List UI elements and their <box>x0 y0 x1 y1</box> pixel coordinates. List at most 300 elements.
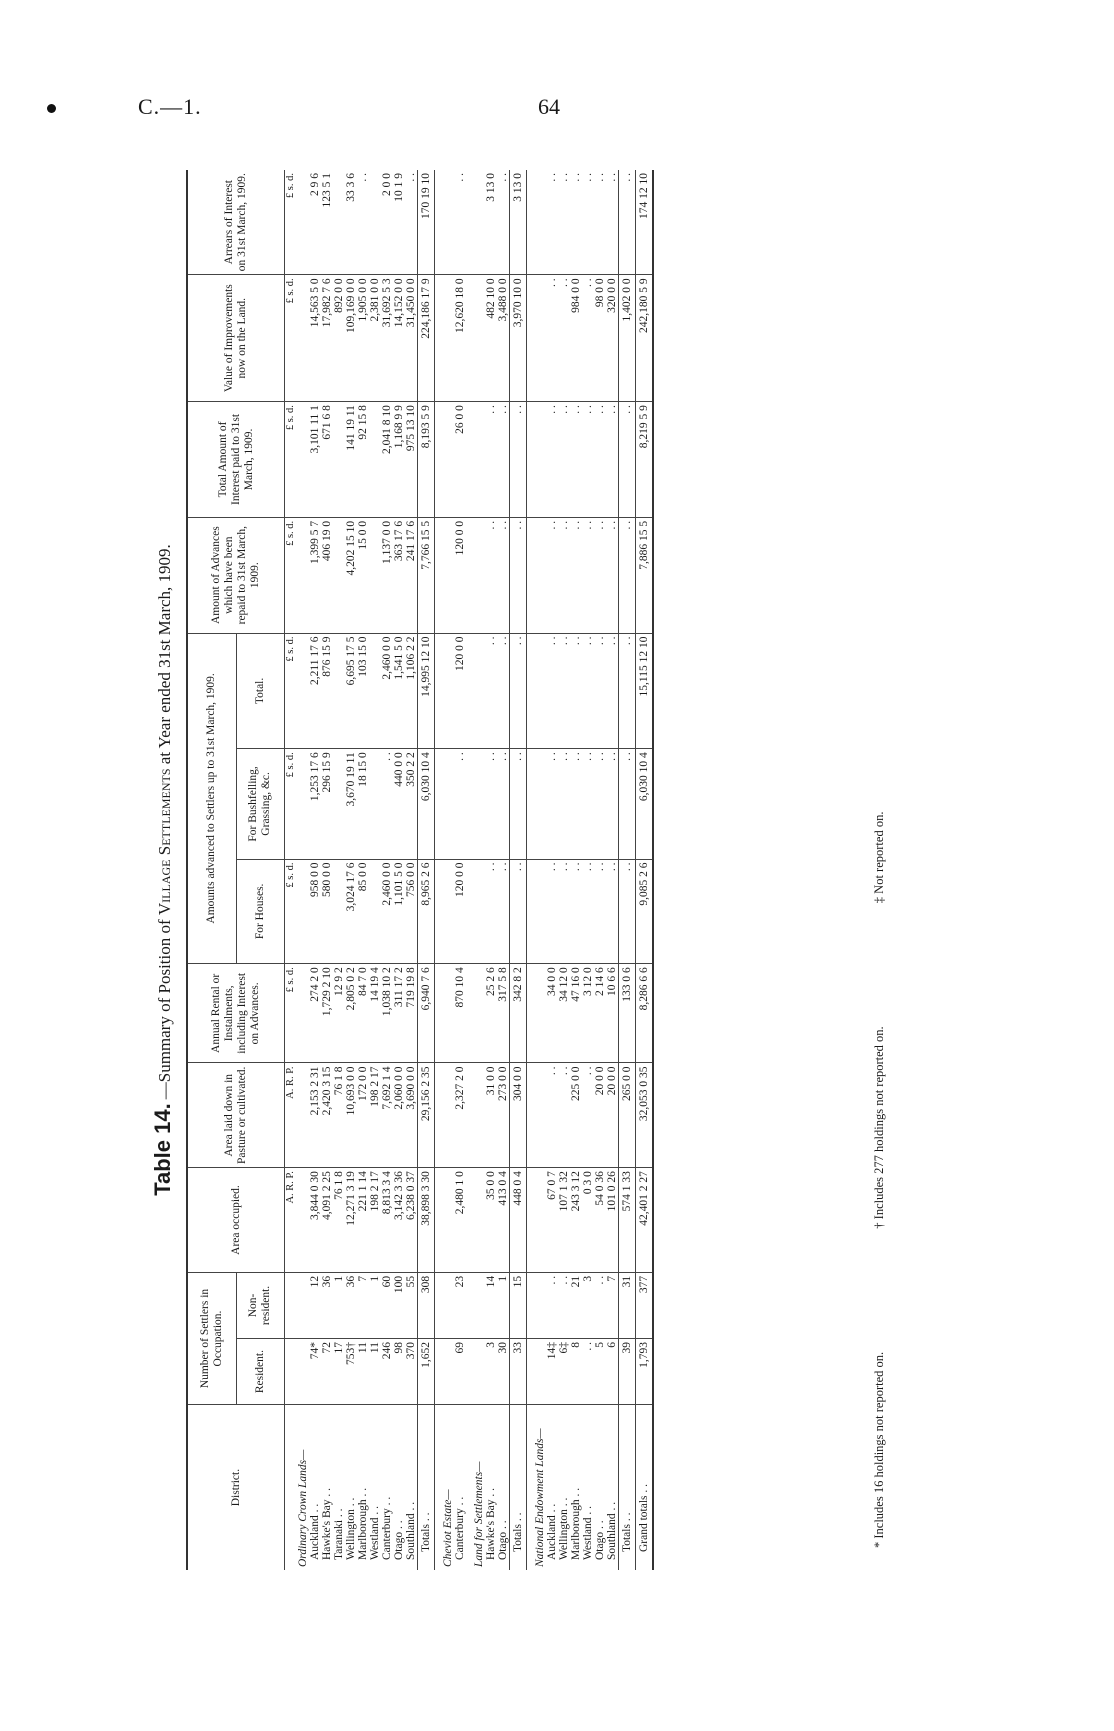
table-cell: 100 <box>393 1272 405 1338</box>
table-cell: . . <box>510 749 527 859</box>
table-cell: 15 <box>510 1272 527 1338</box>
col-settlers-group: Number of Settlers in Occupation. <box>187 1272 236 1404</box>
table-cell <box>473 1063 485 1168</box>
table-cell <box>473 749 485 859</box>
table-cell: 14‡ <box>546 1339 558 1405</box>
table-cell: . . <box>570 859 582 964</box>
district-cell <box>466 1405 473 1570</box>
table-cell: . . <box>619 517 636 633</box>
col-for-houses: For Houses. <box>236 859 284 964</box>
table-cell <box>442 964 454 1063</box>
table-cell: £ s. d. <box>285 964 298 1063</box>
table-cell <box>435 402 443 518</box>
table-cell: . . <box>594 170 606 275</box>
table-cell: . . <box>570 517 582 633</box>
table-cell: 2,460 0 0 <box>381 633 393 749</box>
table-cell: 3,690 0 0 <box>405 1063 418 1168</box>
table-cell: 103 15 0 <box>357 633 369 749</box>
table-cell: 14,995 12 10 <box>418 633 435 749</box>
table-cell <box>534 1063 546 1168</box>
table-cell: 6 <box>606 1339 619 1405</box>
table-cell: 17 <box>333 1339 345 1405</box>
table-cell: . . <box>606 749 619 859</box>
table-row <box>546 170 558 1570</box>
district-cell: Hawke's Bay . . <box>321 1487 333 1560</box>
table-cell <box>466 402 473 518</box>
district-cell: Canterbury . . <box>454 1496 466 1560</box>
table-cell <box>473 275 485 402</box>
table-cell: . . <box>558 1063 570 1168</box>
table-cell: 85 0 0 <box>357 859 369 964</box>
table-cell: 2,060 0 0 <box>393 1063 405 1168</box>
table-cell: . . <box>594 859 606 964</box>
table-cell: 580 0 0 <box>321 859 333 964</box>
table-cell: 36 <box>345 1272 357 1338</box>
table-cell <box>527 1272 535 1338</box>
table-cell: 15 0 0 <box>357 517 369 633</box>
table-cell: . . <box>558 749 570 859</box>
table-cell: 76 1 8 <box>333 1063 345 1168</box>
district-cell: Auckland . . <box>309 1503 321 1560</box>
table-cell <box>534 517 546 633</box>
table-cell: . . <box>606 517 619 633</box>
table-cell <box>442 517 454 633</box>
margin-bullet <box>47 104 56 113</box>
table-row <box>454 170 466 1570</box>
table-cell: 4,091 2 25 <box>321 1168 333 1273</box>
table-cell: . . <box>510 859 527 964</box>
table-cell <box>442 170 454 275</box>
table-cell: 1,253 17 6 <box>309 749 321 859</box>
table-row <box>357 170 369 1570</box>
table-body <box>285 170 654 1570</box>
table-cell: 14 <box>485 1272 497 1338</box>
table-cell: 265 0 0 <box>619 1063 636 1168</box>
table-cell: 3,101 11 1 <box>309 402 321 518</box>
table-cell <box>435 275 443 402</box>
table-cell: 273 0 0 <box>497 1063 510 1168</box>
table-cell <box>534 633 546 749</box>
table-cell <box>527 1063 535 1168</box>
table-row <box>333 170 345 1570</box>
table-cell <box>466 517 473 633</box>
table-cell: 2,041 8 10 <box>381 402 393 518</box>
table-cell: . . <box>582 859 594 964</box>
table-cell <box>466 964 473 1063</box>
table-cell: 32,053 0 35 <box>636 1063 654 1168</box>
table-row <box>497 170 510 1570</box>
table-cell: . . <box>510 402 527 518</box>
table-cell: 9,085 2 6 <box>636 859 654 964</box>
table-cell: 984 0 0 <box>570 275 582 402</box>
table-cell: 25 2 6 <box>485 964 497 1063</box>
table-cell <box>534 1168 546 1273</box>
table-cell: . . <box>485 517 497 633</box>
table-cell: . . <box>510 633 527 749</box>
table-cell: 10,693 0 0 <box>345 1063 357 1168</box>
spacer-row <box>466 170 473 1570</box>
district-cell: Ordinary Crown Lands— <box>297 1449 309 1567</box>
table-cell <box>435 633 443 749</box>
col-area-pasture: Area laid down in Pasture or cultivated. <box>187 1063 285 1168</box>
table-row <box>369 170 381 1570</box>
district-cell: Land for Settlements— <box>473 1461 485 1567</box>
table-cell: 23 <box>454 1272 466 1338</box>
table-cell <box>435 1339 443 1405</box>
table-cell <box>442 1339 454 1405</box>
table-cell: 892 0 0 <box>333 275 345 402</box>
table-cell: 6,030 10 4 <box>636 749 654 859</box>
table-cell: . . <box>546 517 558 633</box>
table-cell: 12 <box>309 1272 321 1338</box>
table-cell: . . <box>606 170 619 275</box>
table-cell: 1,106 2 2 <box>405 633 418 749</box>
table-cell <box>527 1168 535 1273</box>
table-cell: . . <box>546 1063 558 1168</box>
table-cell: 3,670 19 11 <box>345 749 357 859</box>
table-cell: 133 0 6 <box>619 964 636 1063</box>
col-area-occupied: Area occupied. <box>187 1168 285 1273</box>
table-cell: . . <box>582 275 594 402</box>
table-row <box>393 170 405 1570</box>
table-cell: 1,101 5 0 <box>393 859 405 964</box>
table-cell <box>333 402 345 518</box>
village-settlements-table <box>186 170 654 1570</box>
table-cell <box>442 859 454 964</box>
table-cell <box>466 1168 473 1273</box>
table-cell: 5 <box>594 1339 606 1405</box>
district-cell: Totals . . <box>619 1405 636 1570</box>
table-cell: 876 15 9 <box>321 633 333 749</box>
grand-totals-row <box>636 170 654 1570</box>
table-row <box>321 170 333 1570</box>
table-cell: 413 0 4 <box>497 1168 510 1273</box>
table-cell: 98 0 0 <box>594 275 606 402</box>
table-cell: 42,401 2 27 <box>636 1168 654 1273</box>
table-cell: . . <box>594 749 606 859</box>
table-cell: 1,652 <box>418 1339 435 1405</box>
table-cell: 29,156 2 35 <box>418 1063 435 1168</box>
table-cell: 440 0 0 <box>393 749 405 859</box>
table-cell: 8,219 5 9 <box>636 402 654 518</box>
table-cell: 1,399 5 7 <box>309 517 321 633</box>
table-cell <box>333 633 345 749</box>
table-cell: 482 10 0 <box>485 275 497 402</box>
table-cell: 109,169 0 0 <box>345 275 357 402</box>
table-cell: 92 15 8 <box>357 402 369 518</box>
table-cell: 107 1 32 <box>558 1168 570 1273</box>
table-cell: . . <box>485 402 497 518</box>
table-cell: 406 19 0 <box>321 517 333 633</box>
table-cell: . . <box>546 402 558 518</box>
table-cell: 8,813 3 4 <box>381 1168 393 1273</box>
district-cell: Southland . . <box>606 1501 618 1560</box>
table-cell <box>285 1272 298 1338</box>
table-cell <box>473 402 485 518</box>
table-cell: . . <box>619 859 636 964</box>
table-cell <box>297 1272 309 1338</box>
table-cell: 975 13 10 <box>405 402 418 518</box>
district-cell: Otago . . <box>393 1520 405 1560</box>
table-cell: . . <box>454 749 466 859</box>
table-cell: 39 <box>619 1339 636 1405</box>
table-cell: 12,620 18 0 <box>454 275 466 402</box>
table-cell: 7 <box>606 1272 619 1338</box>
table-row <box>570 170 582 1570</box>
table-cell <box>466 749 473 859</box>
table-cell <box>442 402 454 518</box>
district-cell <box>435 1405 443 1570</box>
table-cell: 76 1 8 <box>333 1168 345 1273</box>
table-cell: 241 17 6 <box>405 517 418 633</box>
table-cell: 12,271 3 19 <box>345 1168 357 1273</box>
table-cell <box>369 859 381 964</box>
table-cell: 224,186 17 9 <box>418 275 435 402</box>
table-cell: 311 17 2 <box>393 964 405 1063</box>
table-number: Table 14. <box>150 1103 175 1196</box>
district-cell: Wellington . . <box>345 1497 357 1560</box>
table-cell: 1,905 0 0 <box>357 275 369 402</box>
table-cell: 753† <box>345 1339 357 1405</box>
table-cell: 574 1 33 <box>619 1168 636 1273</box>
table-cell: 74* <box>309 1339 321 1405</box>
table-cell: 123 5 1 <box>321 170 333 275</box>
table-cell: £ s. d. <box>285 633 298 749</box>
table-cell: 10 6 6 <box>606 964 619 1063</box>
table-cell: 1 <box>369 1272 381 1338</box>
table-cell: 2,480 1 0 <box>454 1168 466 1273</box>
table-cell: 4,202 15 10 <box>345 517 357 633</box>
col-interest-paid: Total Amount of Interest paid to 31st March, 1909. <box>187 402 285 518</box>
district-cell: Wellington . . <box>558 1497 570 1560</box>
table-row <box>485 170 497 1570</box>
table-cell: . . <box>582 170 594 275</box>
table-cell: 1 <box>497 1272 510 1338</box>
table-cell: £ s. d. <box>285 859 298 964</box>
table-cell: . . <box>497 859 510 964</box>
table-cell: 3,488 0 0 <box>497 275 510 402</box>
table-cell <box>473 1272 485 1338</box>
table-cell <box>369 517 381 633</box>
table-cell: £ s. d. <box>285 749 298 859</box>
table-cell: 2,460 0 0 <box>381 859 393 964</box>
district-cell: National Endowment Lands— <box>534 1428 546 1567</box>
col-resident: Resident. <box>236 1339 284 1405</box>
table-cell <box>466 859 473 964</box>
district-cell: Southland . . <box>405 1501 417 1560</box>
table-cell: 363 17 6 <box>393 517 405 633</box>
table-cell <box>297 1168 309 1273</box>
table-cell: 448 0 4 <box>510 1168 527 1273</box>
col-non-resident: Non-resident. <box>236 1272 284 1338</box>
table-cell <box>473 1168 485 1273</box>
totals-row <box>619 170 636 1570</box>
table-cell: . . <box>357 170 369 275</box>
table-cell: . . <box>558 633 570 749</box>
table-cell: . . <box>558 170 570 275</box>
table-cell: 14,563 5 0 <box>309 275 321 402</box>
table-cell: 3 <box>485 1339 497 1405</box>
table-cell: . . <box>582 749 594 859</box>
table-cell <box>297 749 309 859</box>
table-cell <box>466 170 473 275</box>
table-cell <box>435 859 443 964</box>
table-cell: 170 19 10 <box>418 170 435 275</box>
table-cell: 35 0 0 <box>485 1168 497 1273</box>
table-cell: 342 8 2 <box>510 964 527 1063</box>
table-cell <box>534 1339 546 1405</box>
table-cell <box>473 964 485 1063</box>
col-for-bushfelling: For Bushfelling, Grassing, &c. <box>236 749 284 859</box>
table-cell: 958 0 0 <box>309 859 321 964</box>
table-cell: . . <box>454 170 466 275</box>
table-cell: £ s. d. <box>285 275 298 402</box>
table-cell: . . <box>497 402 510 518</box>
table-cell <box>333 859 345 964</box>
table-row <box>309 170 321 1570</box>
table-cell: . . <box>497 749 510 859</box>
table-cell: 33 3 6 <box>345 170 357 275</box>
table-cell <box>442 1063 454 1168</box>
table-cell: 243 3 12 <box>570 1168 582 1273</box>
table-cell: . . <box>497 633 510 749</box>
table-cell: . . <box>497 170 510 275</box>
table-cell: 120 0 0 <box>454 633 466 749</box>
table-cell: . . <box>405 170 418 275</box>
footnote-double-dagger: ‡ Not reported on. <box>872 811 886 904</box>
table-cell: 246 <box>381 1339 393 1405</box>
table-cell: 0 3 0 <box>582 1168 594 1273</box>
table-cell <box>473 633 485 749</box>
table-cell: 1,541 5 0 <box>393 633 405 749</box>
table-cell: 1,793 <box>636 1339 654 1405</box>
table-cell: 1,729 2 10 <box>321 964 333 1063</box>
table-cell: 2,420 3 15 <box>321 1063 333 1168</box>
page-number: 64 <box>538 94 560 119</box>
table-cell: 21 <box>570 1272 582 1338</box>
table-cell: . . <box>582 517 594 633</box>
district-cell <box>527 1405 535 1570</box>
table-cell: 101 0 26 <box>606 1168 619 1273</box>
table-cell <box>333 170 345 275</box>
table-cell: 198 2 17 <box>369 1063 381 1168</box>
table-cell <box>527 275 535 402</box>
totals-row <box>418 170 435 1570</box>
table-cell: 12 9 2 <box>333 964 345 1063</box>
table-cell <box>297 1339 309 1405</box>
table-cell: 3,970 10 0 <box>510 275 527 402</box>
table-cell: 8,965 2 6 <box>418 859 435 964</box>
table-cell <box>442 749 454 859</box>
table-cell: 55 <box>405 1272 418 1338</box>
table-cell: . . <box>485 633 497 749</box>
table-cell <box>534 859 546 964</box>
table-cell: . . <box>546 859 558 964</box>
table-row <box>345 170 357 1570</box>
district-cell: Canterbury . . <box>381 1496 393 1560</box>
table-cell: . . <box>594 633 606 749</box>
table-cell <box>473 517 485 633</box>
table-cell: . . <box>558 275 570 402</box>
table-cell <box>297 964 309 1063</box>
table-cell: 1,168 9 9 <box>393 402 405 518</box>
table-cell: £ s. d. <box>285 402 298 518</box>
footnotes <box>872 170 887 1570</box>
table-cell: 304 0 0 <box>510 1063 527 1168</box>
rotated-table-block <box>150 170 920 1570</box>
table-cell: 38,898 3 30 <box>418 1168 435 1273</box>
table-cell: 274 2 0 <box>309 964 321 1063</box>
table-cell <box>369 633 381 749</box>
col-advances-total: Total. <box>236 633 284 749</box>
table-cell <box>435 964 443 1063</box>
table-cell: 317 5 8 <box>497 964 510 1063</box>
table-cell <box>369 749 381 859</box>
district-cell: Cheviot Estate— <box>442 1489 454 1567</box>
table-cell <box>527 170 535 275</box>
table-cell: 2 14 6 <box>594 964 606 1063</box>
table-cell <box>435 749 443 859</box>
table-cell: 7,886 15 5 <box>636 517 654 633</box>
table-cell: 10 1 9 <box>393 170 405 275</box>
table-cell: . . <box>558 1272 570 1338</box>
table-cell: 1,402 0 0 <box>619 275 636 402</box>
table-cell: 54 0 36 <box>594 1168 606 1273</box>
table-cell: . . <box>546 633 558 749</box>
table-cell <box>527 859 535 964</box>
table-cell: 2 9 6 <box>309 170 321 275</box>
table-cell: 18 15 0 <box>357 749 369 859</box>
table-cell <box>527 633 535 749</box>
table-cell <box>435 1063 443 1168</box>
table-row <box>582 170 594 1570</box>
table-cell <box>534 964 546 1063</box>
table-cell: 3,024 17 6 <box>345 859 357 964</box>
table-cell: . . <box>485 859 497 964</box>
table-cell: 84 7 0 <box>357 964 369 1063</box>
table-cell: . . <box>582 1339 594 1405</box>
table-cell: . . <box>582 633 594 749</box>
title-suffix: at Year ended 31st March, 1909. <box>155 544 174 765</box>
table-cell: 3 <box>582 1272 594 1338</box>
table-cell: 756 0 0 <box>405 859 418 964</box>
table-cell: 31,450 0 0 <box>405 275 418 402</box>
table-cell <box>466 1272 473 1338</box>
table-cell: 296 15 9 <box>321 749 333 859</box>
table-cell: 34 12 0 <box>558 964 570 1063</box>
table-cell: 14,152 0 0 <box>393 275 405 402</box>
table-cell <box>435 1272 443 1338</box>
table-cell: 3 12 0 <box>582 964 594 1063</box>
table-cell <box>527 517 535 633</box>
table-cell <box>297 1063 309 1168</box>
table-cell <box>435 517 443 633</box>
table-cell: 11 <box>369 1339 381 1405</box>
table-cell <box>466 633 473 749</box>
table-cell: 3 13 0 <box>510 170 527 275</box>
table-cell: A. R. P. <box>285 1168 298 1273</box>
district-cell: Grand totals . . <box>636 1405 654 1570</box>
table-cell: 98 <box>393 1339 405 1405</box>
table-cell: 3,844 0 30 <box>309 1168 321 1273</box>
col-improvements: Value of Improvements now on the Land. <box>187 275 285 402</box>
col-advances-group: Amounts advanced to Settlers up to 31st March, 1909. <box>187 633 236 964</box>
table-cell: 870 10 4 <box>454 964 466 1063</box>
table-cell <box>442 1272 454 1338</box>
table-cell: 3 13 0 <box>485 170 497 275</box>
table-cell: . . <box>510 517 527 633</box>
table-cell: 1,137 0 0 <box>381 517 393 633</box>
